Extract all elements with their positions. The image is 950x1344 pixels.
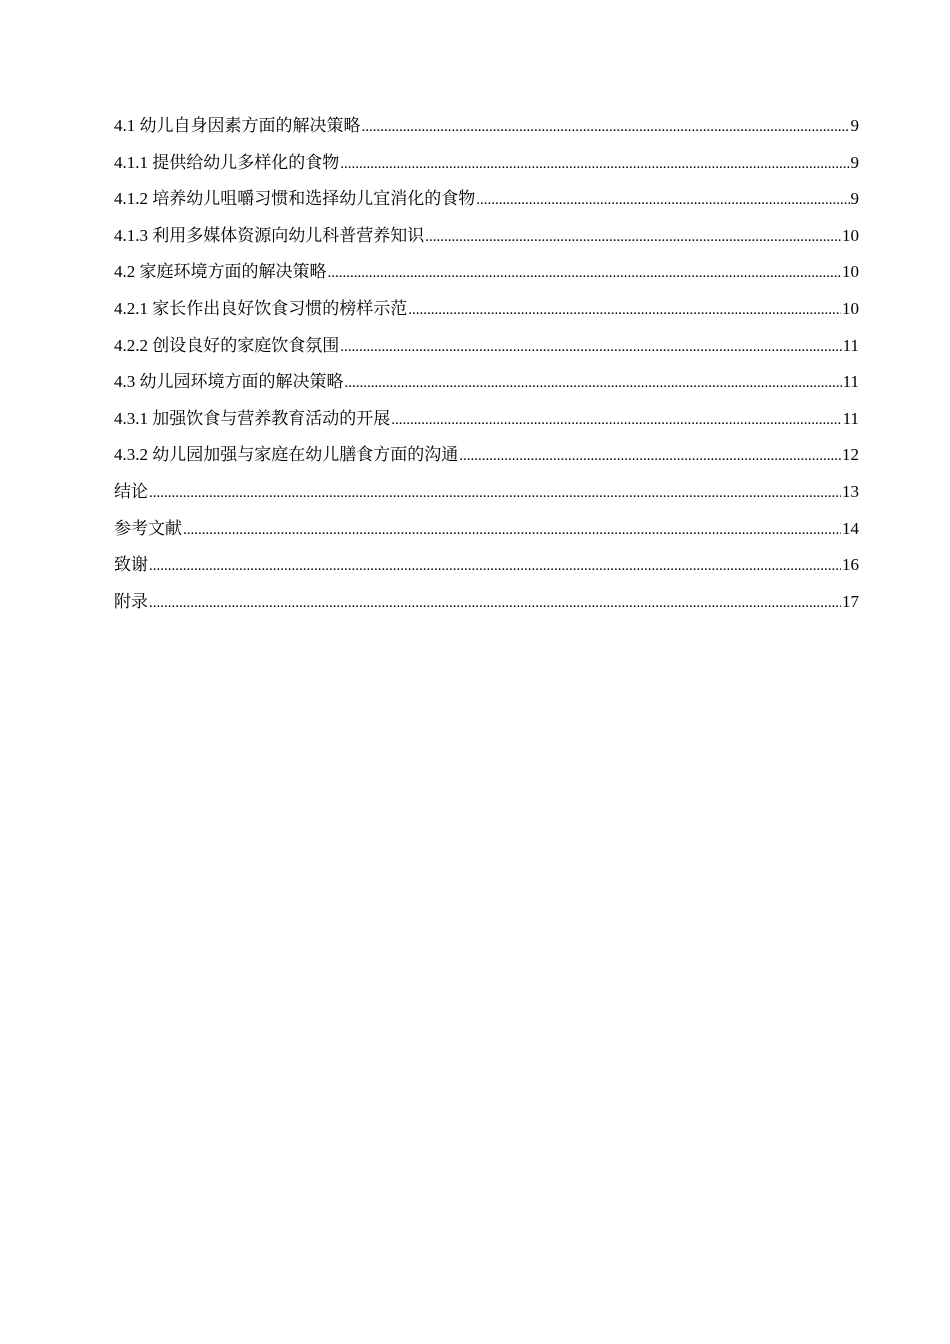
toc-entry-title: 4.1.1 提供给幼儿多样化的食物	[114, 152, 340, 172]
toc-entry[interactable]	[114, 328, 859, 365]
table-of-contents	[114, 108, 859, 620]
toc-entry-title: 结论	[114, 481, 148, 501]
toc-entry-page: 10	[842, 298, 859, 318]
toc-entry-page: 14	[842, 518, 859, 538]
toc-entry-title: 4.3 幼儿园环境方面的解决策略	[114, 372, 344, 392]
toc-entry-page: 9	[850, 189, 859, 209]
toc-entry-page: 11	[842, 335, 859, 355]
toc-entry-page: 13	[842, 481, 859, 501]
toc-entry-page: 12	[842, 445, 859, 465]
toc-entry[interactable]	[114, 474, 859, 511]
toc-entry[interactable]	[114, 254, 859, 291]
toc-entry-title: 4.1 幼儿自身因素方面的解决策略	[114, 116, 361, 135]
toc-entry-title: 致谢	[114, 555, 148, 575]
toc-entry-page: 9	[850, 152, 859, 172]
toc-dot-leader	[328, 255, 842, 292]
toc-dot-leader	[408, 292, 841, 329]
toc-entry-title: 4.1.2 培养幼儿咀嚼习惯和选择幼儿宜消化的食物	[114, 189, 476, 209]
toc-entry-page: 9	[850, 116, 859, 135]
toc-dot-leader	[340, 329, 841, 366]
toc-entry[interactable]	[114, 218, 859, 255]
toc-entry[interactable]	[114, 511, 859, 548]
toc-entry[interactable]	[114, 291, 859, 328]
toc-entry-title: 4.3.2 幼儿园加强与家庭在幼儿膳食方面的沟通	[114, 445, 459, 465]
toc-entry-title: 4.3.1 加强饮食与营养教育活动的开展	[114, 408, 391, 428]
toc-entry-page: 11	[842, 408, 859, 428]
toc-dot-leader	[425, 219, 841, 256]
toc-entry-title: 4.2 家庭环境方面的解决策略	[114, 262, 327, 282]
toc-entry[interactable]	[114, 108, 859, 145]
toc-dot-leader	[183, 512, 841, 549]
toc-entry[interactable]	[114, 364, 859, 401]
toc-entry-page: 17	[842, 591, 859, 611]
toc-entry[interactable]	[114, 145, 859, 182]
toc-entry-title: 附录	[114, 591, 148, 611]
toc-dot-leader	[149, 475, 841, 512]
toc-dot-leader	[476, 182, 849, 219]
toc-entry-title: 参考文献	[114, 518, 182, 538]
toc-entry-page: 10	[842, 262, 859, 282]
toc-entry-title: 4.1.3 利用多媒体资源向幼儿科普营养知识	[114, 225, 425, 245]
toc-entry[interactable]	[114, 401, 859, 438]
toc-entry-page: 11	[842, 372, 859, 392]
toc-dot-leader	[362, 109, 850, 146]
toc-entry[interactable]	[114, 547, 859, 584]
toc-dot-leader	[459, 438, 841, 475]
toc-dot-leader	[149, 585, 841, 622]
toc-entry-page: 16	[842, 555, 859, 575]
toc-dot-leader	[391, 402, 841, 439]
toc-entry-title: 4.2.2 创设良好的家庭饮食氛围	[114, 335, 340, 355]
toc-entry-page: 10	[842, 225, 859, 245]
toc-entry[interactable]	[114, 437, 859, 474]
toc-dot-leader	[149, 548, 841, 585]
toc-entry[interactable]	[114, 181, 859, 218]
toc-entry[interactable]	[114, 584, 859, 621]
toc-entry-title: 4.2.1 家长作出良好饮食习惯的榜样示范	[114, 298, 408, 318]
toc-dot-leader	[340, 146, 849, 183]
toc-dot-leader	[345, 365, 842, 402]
